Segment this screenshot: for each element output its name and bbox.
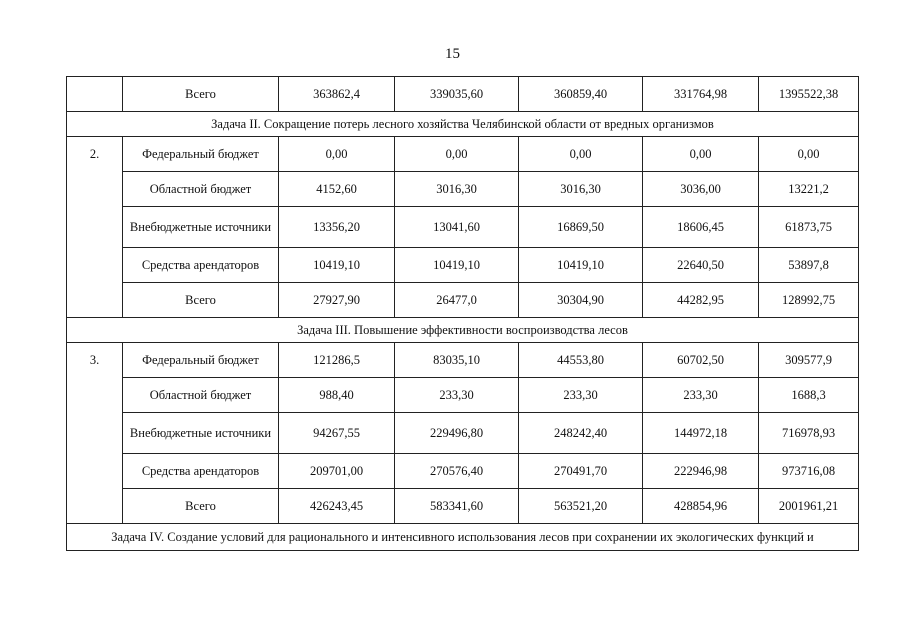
value-cell: 3016,30: [519, 172, 643, 207]
value-cell: 128992,75: [759, 283, 859, 318]
table-row: [67, 207, 859, 248]
value-cell: 428854,96: [643, 489, 759, 524]
value-cell: 0,00: [643, 137, 759, 172]
row-label: Федеральный бюджет: [123, 137, 279, 172]
value-cell: 426243,45: [279, 489, 395, 524]
table-row: [67, 343, 859, 378]
task-heading-row: [67, 112, 859, 137]
value-cell: 0,00: [519, 137, 643, 172]
value-cell: 30304,90: [519, 283, 643, 318]
value-cell: 121286,5: [279, 343, 395, 378]
table-row: [67, 283, 859, 318]
task-heading: Задача IV. Создание условий для рационального и интенсивного использования лесов при сохранении их экологических функций и: [67, 524, 859, 551]
value-cell: 26477,0: [395, 283, 519, 318]
table-row: [67, 77, 859, 112]
value-cell: 27927,90: [279, 283, 395, 318]
row-label: Всего: [123, 489, 279, 524]
value-cell: 973716,08: [759, 454, 859, 489]
value-cell: 53897,8: [759, 248, 859, 283]
row-label: Внебюджетные источники: [123, 413, 279, 454]
value-cell: 10419,10: [395, 248, 519, 283]
value-cell: 2001961,21: [759, 489, 859, 524]
value-cell: 1688,3: [759, 378, 859, 413]
value-cell: 339035,60: [395, 77, 519, 112]
value-cell: 0,00: [279, 137, 395, 172]
value-cell: 13356,20: [279, 207, 395, 248]
task-number: 3.: [67, 343, 123, 524]
row-label: Внебюджетные источники: [123, 207, 279, 248]
value-cell: 13221,2: [759, 172, 859, 207]
value-cell: 44553,80: [519, 343, 643, 378]
task-heading: Задача II. Сокращение потерь лесного хозяйства Челябинской области от вредных организмов: [67, 112, 859, 137]
row-label: Всего: [123, 283, 279, 318]
table-row: [67, 413, 859, 454]
value-cell: 13041,60: [395, 207, 519, 248]
value-cell: 248242,40: [519, 413, 643, 454]
budget-table: [66, 76, 859, 551]
value-cell: 229496,80: [395, 413, 519, 454]
value-cell: 44282,95: [643, 283, 759, 318]
value-cell: 4152,60: [279, 172, 395, 207]
table-row: [67, 248, 859, 283]
value-cell: 3036,00: [643, 172, 759, 207]
value-cell: 18606,45: [643, 207, 759, 248]
task-number: 2.: [67, 137, 123, 318]
value-cell: 583341,60: [395, 489, 519, 524]
value-cell: 61873,75: [759, 207, 859, 248]
value-cell: 331764,98: [643, 77, 759, 112]
value-cell: 209701,00: [279, 454, 395, 489]
row-label: Всего: [123, 77, 279, 112]
value-cell: 716978,93: [759, 413, 859, 454]
value-cell: 22640,50: [643, 248, 759, 283]
value-cell: 222946,98: [643, 454, 759, 489]
value-cell: 16869,50: [519, 207, 643, 248]
row-label: Средства арендаторов: [123, 248, 279, 283]
table-row: [67, 454, 859, 489]
value-cell: 0,00: [759, 137, 859, 172]
value-cell: 60702,50: [643, 343, 759, 378]
row-label: Областной бюджет: [123, 378, 279, 413]
value-cell: 233,30: [519, 378, 643, 413]
value-cell: 83035,10: [395, 343, 519, 378]
blank-cell: [67, 77, 123, 112]
value-cell: 270491,70: [519, 454, 643, 489]
value-cell: 1395522,38: [759, 77, 859, 112]
task-heading-row: [67, 524, 859, 551]
value-cell: 233,30: [643, 378, 759, 413]
value-cell: 360859,40: [519, 77, 643, 112]
value-cell: 94267,55: [279, 413, 395, 454]
table-row: [67, 489, 859, 524]
page-number: 15: [445, 46, 460, 62]
value-cell: 10419,10: [279, 248, 395, 283]
table-row: [67, 172, 859, 207]
value-cell: 233,30: [395, 378, 519, 413]
task-heading-row: [67, 318, 859, 343]
value-cell: 0,00: [395, 137, 519, 172]
value-cell: 10419,10: [519, 248, 643, 283]
table-row: [67, 378, 859, 413]
value-cell: 363862,4: [279, 77, 395, 112]
row-label: Средства арендаторов: [123, 454, 279, 489]
value-cell: 144972,18: [643, 413, 759, 454]
value-cell: 309577,9: [759, 343, 859, 378]
value-cell: 270576,40: [395, 454, 519, 489]
table-row: [67, 137, 859, 172]
row-label: Федеральный бюджет: [123, 343, 279, 378]
row-label: Областной бюджет: [123, 172, 279, 207]
value-cell: 563521,20: [519, 489, 643, 524]
value-cell: 988,40: [279, 378, 395, 413]
task-heading: Задача III. Повышение эффективности воспроизводства лесов: [67, 318, 859, 343]
value-cell: 3016,30: [395, 172, 519, 207]
